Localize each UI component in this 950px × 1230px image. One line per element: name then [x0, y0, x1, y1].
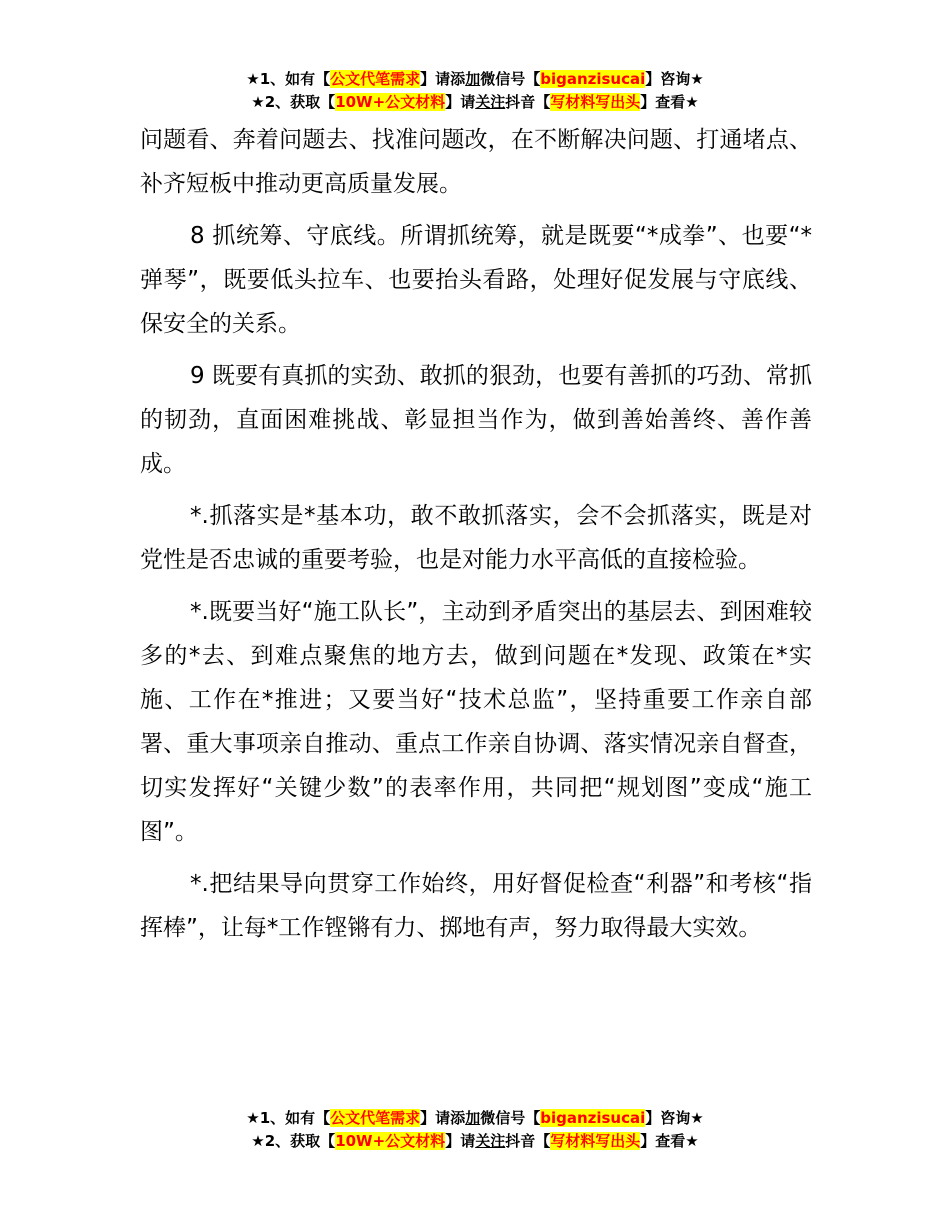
footer-banner: [0, 1107, 950, 1153]
banner-text: 】请: [445, 1132, 476, 1150]
banner-text: 】请添: [420, 70, 466, 88]
banner-text: 微信号【: [480, 1109, 541, 1127]
banner-text: 2、获取【: [264, 93, 336, 111]
banner-text: 】查看★: [640, 93, 699, 111]
paragraph: *.把结果导向贯穿工作始终，用好督促检查“利器”和考核“指挥棒”，让每*工作铿锵有力、掷地有声，努力取得最大实效。: [140, 871, 812, 941]
banner-highlight: 10W+公文材料: [335, 1132, 446, 1150]
banner-highlight: 公文代笔需求: [330, 70, 421, 88]
banner-highlight: 10W+公文材料: [335, 93, 446, 111]
banner-underlined: 加: [465, 1109, 481, 1127]
banner-text: 】咨询★: [645, 70, 704, 88]
banner-text: 】咨询★: [645, 1109, 704, 1127]
star-icon: ★: [251, 93, 265, 111]
banner-highlight: 写材料写出头: [550, 93, 641, 111]
star-icon: ★: [246, 1109, 260, 1127]
paragraph: 9 既要有真抓的实劲、敢抓的狠劲，也要有善抓的巧劲、常抓的韧劲，直面困难挑战、彰显担当作为，做到善始善终、善作善成。: [140, 363, 812, 477]
banner-text: 1、如有【: [259, 70, 331, 88]
star-icon: ★: [251, 1132, 265, 1150]
banner-highlight: 写材料写出头: [550, 1132, 641, 1150]
banner-text: 2、获取【: [264, 1132, 336, 1150]
banner-text: 微信号【: [480, 70, 541, 88]
paragraph: *.既要当好“施工队长”，主动到矛盾突出的基层去、到困难较多的*去、到难点聚焦的地方去，做到问题在*发现、政策在*实施、工作在*推进；又要当好“技术总监”，坚持重要工作亲自部署、重大事项亲自推动、重点工作亲自协调、落实情况亲自督查，切实发挥好“关键少数”的表率作用，共同把“规划图”变成“施工图”。: [140, 599, 812, 845]
banner-text: 1、如有【: [259, 1109, 331, 1127]
banner-text: 抖音【: [505, 93, 551, 111]
header-banner: [0, 68, 950, 114]
banner-text: 抖音【: [505, 1132, 551, 1150]
banner-highlight: biganzisucai: [540, 1109, 646, 1127]
banner-underlined: 关注: [475, 1132, 506, 1150]
paragraph: *.抓落实是*基本功，敢不敢抓落实，会不会抓落实，既是对党性是否忠诚的重要考验，也是对能力水平高低的直接检验。: [140, 503, 812, 573]
banner-underlined: 关注: [475, 93, 506, 111]
document-body: [140, 118, 812, 958]
banner-underlined: 加: [465, 70, 481, 88]
paragraph: 问题看、奔着问题去、找准问题改，在不断解决问题、打通堵点、补齐短板中推动更高质量发展。: [140, 127, 812, 197]
banner-highlight: biganzisucai: [540, 70, 646, 88]
banner-line-2: [0, 1130, 950, 1153]
paragraph: 8 抓统筹、守底线。所谓抓统筹，就是既要“*成拳”、也要“*弹琴”，既要低头拉车、也要抬头看路，处理好促发展与守底线、保安全的关系。: [140, 223, 812, 337]
banner-line-1: [0, 68, 950, 91]
banner-highlight: 公文代笔需求: [330, 1109, 421, 1127]
banner-line-2: [0, 91, 950, 114]
banner-text: 】查看★: [640, 1132, 699, 1150]
banner-line-1: [0, 1107, 950, 1130]
banner-text: 】请: [445, 93, 476, 111]
star-icon: ★: [246, 70, 260, 88]
banner-text: 】请添: [420, 1109, 466, 1127]
